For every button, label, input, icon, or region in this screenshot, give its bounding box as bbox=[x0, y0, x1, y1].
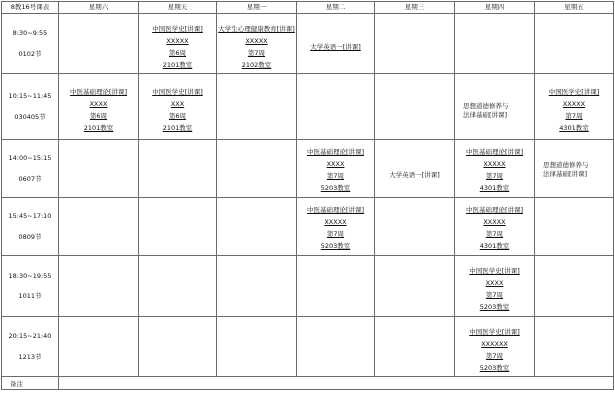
course-teacher: XXXXX bbox=[483, 218, 506, 226]
course-week: 第6周 bbox=[168, 111, 187, 120]
notes-row bbox=[2, 377, 614, 390]
course-room: 4301教室 bbox=[559, 123, 589, 132]
course-name[interactable]: 中国医学史[讲课] bbox=[469, 267, 520, 275]
schedule-cell-empty bbox=[59, 198, 139, 256]
schedule-cell[interactable] bbox=[535, 140, 614, 198]
schedule-cell-empty bbox=[139, 256, 217, 317]
course-name[interactable]: 中医基础理论[讲课] bbox=[306, 206, 365, 214]
period-cell bbox=[2, 198, 59, 256]
schedule-cell[interactable] bbox=[59, 74, 139, 140]
schedule-cell-empty bbox=[217, 256, 297, 317]
course-week: 第7周 bbox=[565, 111, 583, 120]
schedule-cell-empty bbox=[297, 74, 375, 140]
course-entry[interactable] bbox=[535, 80, 613, 134]
course-entry[interactable] bbox=[375, 157, 454, 181]
schedule-cell-empty bbox=[375, 198, 455, 256]
schedule-cell-empty bbox=[139, 317, 217, 377]
period-row-3 bbox=[2, 140, 614, 198]
schedule-cell-empty bbox=[535, 198, 614, 256]
course-entry[interactable] bbox=[455, 320, 534, 374]
course-name[interactable]: 大学英语一[讲课] bbox=[310, 42, 361, 51]
course-entry[interactable] bbox=[297, 35, 374, 53]
course-week: 第6周 bbox=[168, 48, 187, 57]
course-name-line[interactable]: 思想道德修养与 bbox=[463, 101, 509, 110]
course-name-line[interactable]: 思想道德修养与 bbox=[543, 160, 589, 169]
period-row-2 bbox=[2, 74, 614, 140]
period-label: 0809节 bbox=[18, 232, 42, 241]
course-teacher: XXXXX bbox=[483, 160, 506, 168]
schedule-cell-empty bbox=[535, 256, 614, 317]
course-entry[interactable] bbox=[297, 143, 374, 194]
schedule-cell-empty bbox=[375, 317, 455, 377]
schedule-cell[interactable] bbox=[375, 140, 455, 198]
course-room: 5203教室 bbox=[320, 184, 351, 192]
day-header-wed: 星期三 bbox=[375, 2, 455, 14]
course-name-line[interactable]: 法律基础[讲课] bbox=[543, 169, 588, 178]
course-entry[interactable] bbox=[217, 17, 296, 71]
period-cell bbox=[2, 140, 59, 198]
day-header-sat: 星期六 bbox=[59, 2, 139, 14]
course-week: 第7周 bbox=[485, 351, 504, 360]
schedule-cell-empty bbox=[139, 140, 217, 198]
timetable-title: 8教16号课表 bbox=[2, 2, 59, 14]
course-room: 5203教室 bbox=[320, 242, 351, 250]
course-teacher: XXX bbox=[170, 99, 185, 108]
schedule-cell-empty bbox=[217, 140, 297, 198]
period-time: 15:45~17:10 bbox=[8, 212, 52, 220]
day-header-tue: 星期二 bbox=[297, 2, 375, 14]
period-cell bbox=[2, 317, 59, 377]
schedule-cell-empty bbox=[59, 256, 139, 317]
schedule-cell-empty bbox=[217, 317, 297, 377]
period-row-1 bbox=[2, 14, 614, 74]
course-name[interactable]: 中国医学史[讲课] bbox=[548, 87, 600, 96]
period-cell bbox=[2, 256, 59, 317]
schedule-cell-empty bbox=[59, 14, 139, 74]
schedule-cell-empty bbox=[59, 317, 139, 377]
period-label: 1011节 bbox=[18, 292, 42, 300]
course-name[interactable]: 中国医学史[讲课] bbox=[152, 24, 203, 33]
period-time: 8:30~9:55 bbox=[12, 29, 48, 37]
period-time: 18:30~19:55 bbox=[8, 271, 52, 280]
course-entry[interactable] bbox=[455, 143, 534, 194]
schedule-cell[interactable] bbox=[455, 317, 535, 377]
schedule-cell[interactable] bbox=[455, 198, 535, 256]
course-name[interactable]: 中医基础理论[讲课] bbox=[465, 148, 524, 156]
period-label: 0102节 bbox=[18, 49, 42, 58]
course-room: 2101教室 bbox=[162, 60, 193, 69]
period-label: 0607节 bbox=[18, 174, 42, 183]
course-room: 4301教室 bbox=[479, 242, 510, 250]
course-entry[interactable] bbox=[535, 159, 613, 179]
course-teacher: XXXXXX bbox=[481, 339, 508, 348]
course-teacher: XXXXX bbox=[324, 218, 347, 226]
course-room: 2102教室 bbox=[241, 60, 272, 69]
schedule-cell[interactable] bbox=[455, 140, 535, 198]
schedule-cell[interactable] bbox=[535, 74, 614, 140]
course-teacher: XXXX bbox=[485, 279, 504, 287]
period-time: 10:15~11:45 bbox=[8, 92, 52, 100]
schedule-cell-empty bbox=[535, 317, 614, 377]
period-cell bbox=[2, 14, 59, 74]
course-name[interactable]: 大学英语一[讲课] bbox=[389, 170, 440, 179]
period-label: 1213节 bbox=[18, 352, 42, 361]
schedule-cell-empty bbox=[375, 74, 455, 140]
course-entry[interactable] bbox=[455, 201, 534, 252]
period-time: 20:15~21:40 bbox=[8, 332, 52, 340]
schedule-cell[interactable] bbox=[297, 140, 375, 198]
course-week: 第7周 bbox=[485, 230, 504, 238]
timetable bbox=[1, 1, 614, 390]
course-name[interactable]: 中国医学史[讲课] bbox=[469, 327, 520, 336]
course-room: 5203教室 bbox=[479, 303, 510, 311]
schedule-cell[interactable] bbox=[139, 14, 217, 74]
course-week: 第7周 bbox=[485, 172, 504, 180]
course-week: 第6周 bbox=[89, 111, 108, 120]
course-entry[interactable] bbox=[455, 94, 534, 120]
schedule-cell[interactable] bbox=[217, 14, 297, 74]
period-cell bbox=[2, 74, 59, 140]
header-row bbox=[2, 2, 614, 14]
course-room: 2101教室 bbox=[83, 123, 114, 132]
course-entry[interactable] bbox=[139, 17, 216, 71]
period-row-4 bbox=[2, 198, 614, 256]
period-time: 14:00~15:15 bbox=[8, 154, 52, 162]
course-teacher: XXXX bbox=[326, 160, 345, 168]
course-name[interactable]: 中医基础理论[讲课] bbox=[69, 87, 128, 96]
period-row-5 bbox=[2, 256, 614, 317]
schedule-cell-empty bbox=[375, 256, 455, 317]
course-name[interactable]: 中医基础理论[讲课] bbox=[465, 206, 524, 214]
notes-label: 备注 bbox=[2, 377, 59, 390]
schedule-cell[interactable] bbox=[455, 74, 535, 140]
schedule-cell-empty bbox=[297, 256, 375, 317]
schedule-cell-empty bbox=[375, 14, 455, 74]
course-name[interactable]: 中国医学史[讲课] bbox=[152, 87, 203, 96]
course-teacher: XXXXX bbox=[562, 99, 586, 108]
schedule-cell[interactable] bbox=[455, 256, 535, 317]
day-header-fri: 星期五 bbox=[535, 2, 614, 14]
course-name[interactable]: 大学生心理健康教育[讲课] bbox=[218, 24, 295, 33]
schedule-cell[interactable] bbox=[139, 74, 217, 140]
schedule-cell-empty bbox=[217, 198, 297, 256]
course-entry[interactable] bbox=[139, 80, 216, 134]
day-header-thu: 星期四 bbox=[455, 2, 535, 14]
course-name-line[interactable]: 法律基础[讲课] bbox=[463, 110, 508, 119]
schedule-cell-empty bbox=[139, 198, 217, 256]
course-teacher: XXXX bbox=[89, 99, 108, 108]
schedule-cell-empty bbox=[59, 140, 139, 198]
day-header-mon: 星期一 bbox=[217, 2, 297, 14]
course-teacher: XXXXX bbox=[166, 36, 189, 45]
schedule-cell-empty bbox=[217, 74, 297, 140]
period-row-6 bbox=[2, 317, 614, 377]
period-label: 030405节 bbox=[14, 112, 46, 121]
course-week: 第7周 bbox=[247, 48, 266, 57]
notes-cell bbox=[59, 377, 614, 390]
schedule-cell[interactable] bbox=[297, 198, 375, 256]
course-week: 第7周 bbox=[326, 230, 345, 238]
schedule-cell[interactable] bbox=[297, 14, 375, 74]
schedule-cell-empty bbox=[535, 14, 614, 74]
course-room: 4301教室 bbox=[479, 184, 510, 192]
course-name[interactable]: 中医基础理论[讲课] bbox=[306, 148, 365, 156]
schedule-cell-empty bbox=[455, 14, 535, 74]
course-room: 2101教室 bbox=[162, 123, 193, 132]
course-week: 第7周 bbox=[326, 172, 345, 180]
course-teacher: XXXXX bbox=[245, 36, 268, 45]
course-entry[interactable] bbox=[455, 259, 534, 313]
course-entry[interactable] bbox=[297, 201, 374, 252]
course-entry[interactable] bbox=[59, 80, 138, 134]
course-week: 第7周 bbox=[485, 291, 504, 299]
schedule-cell-empty bbox=[297, 317, 375, 377]
course-room: 5203教室 bbox=[479, 363, 510, 372]
day-header-sun: 星期天 bbox=[139, 2, 217, 14]
